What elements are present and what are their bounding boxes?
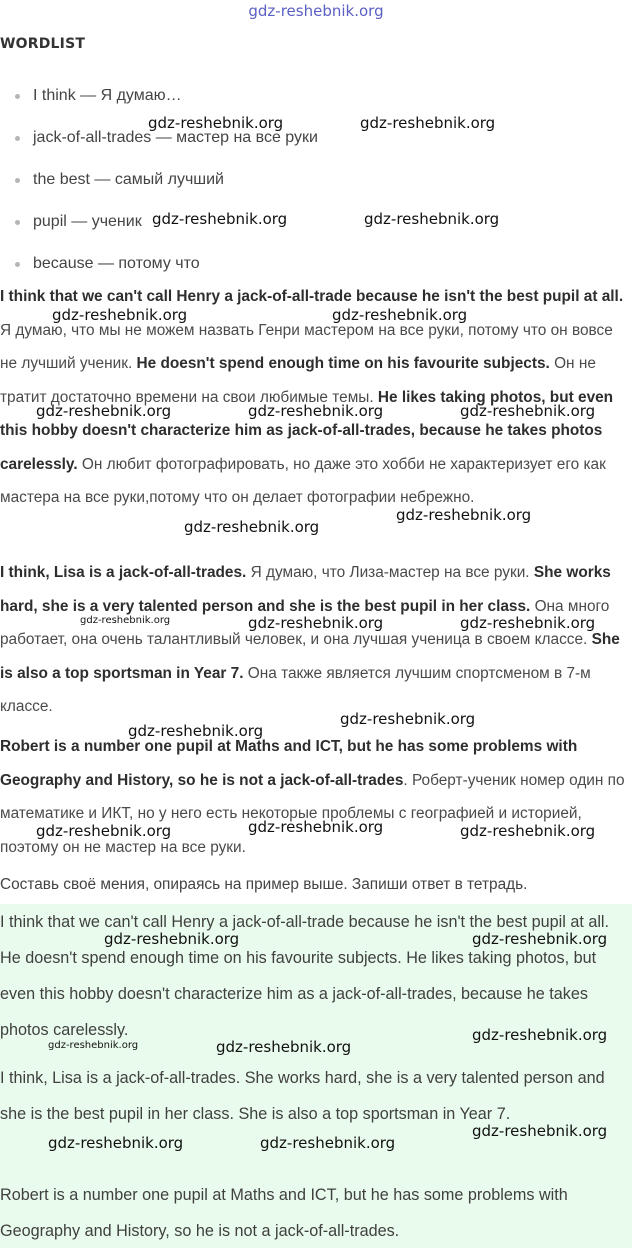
wordlist-item: the best — самый лучший: [0, 162, 318, 204]
watermark: gdz-reshebnik.org: [460, 402, 596, 420]
english-sentence: I think, Lisa is a jack-of-all-trades.: [0, 564, 247, 581]
russian-translation: Я думаю, что Лиза-мастер на все руки.: [246, 564, 534, 581]
watermark: gdz-reshebnik.org: [48, 1040, 139, 1051]
russian-translation: Я думаю, что мы не можем назвать Генри мастером на все руки, потому что он вовсе не лучший ученик.: [0, 321, 613, 372]
watermark: gdz-reshebnik.org: [248, 614, 384, 632]
wordlist-title: WORDLIST: [0, 36, 86, 52]
answer-lisa: I think, Lisa is a jack-of-all-trades. She works hard, she is a very talented person and she is the best pupil in her class. She is also a top sportsman in Year 7.: [0, 1069, 605, 1123]
watermark: gdz-reshebnik.org: [364, 210, 500, 228]
english-sentence: He doesn't spend enough time on his favourite subjects.: [136, 355, 550, 372]
english-sentence: She is also a top sportsman in Year 7.: [0, 631, 620, 682]
watermark: gdz-reshebnik.org: [340, 710, 476, 728]
english-sentence: She works hard, she is a very talented person and she is the best pupil in her class.: [0, 564, 611, 615]
russian-translation: Она также является лучшим спортсменом в 7-м классе.: [0, 664, 591, 715]
bullet-icon: [15, 178, 20, 183]
watermark: gdz-reshebnik.org: [396, 506, 532, 524]
wordlist-item: I think — Я думаю…: [0, 78, 318, 120]
example-paragraph-robert: [0, 730, 632, 864]
watermark: gdz-reshebnik.org: [36, 402, 172, 420]
watermark: gdz-reshebnik.org: [184, 518, 320, 536]
watermark: gdz-reshebnik.org: [148, 114, 284, 132]
watermark: gdz-reshebnik.org: [128, 722, 264, 740]
watermark: gdz-reshebnik.org: [332, 306, 468, 324]
watermark: gdz-reshebnik.org: [460, 822, 596, 840]
watermark: gdz-reshebnik.org: [360, 114, 496, 132]
watermark: gdz-reshebnik.org: [36, 822, 172, 840]
english-sentence: He likes taking photos, but even this hobby doesn't characterize him as jack-of-all-trades, because he takes photos carelessly.: [0, 388, 614, 473]
russian-translation: Она много работает, она очень талантливый человек, и она лучшая ученица в своем классе.: [0, 597, 610, 648]
watermark: gdz-reshebnik.org: [460, 614, 596, 632]
wordlist-item: pupil — ученик: [0, 204, 318, 246]
watermark: gdz-reshebnik.org: [248, 402, 384, 420]
russian-translation: Он не тратит достаточно времени на свои любимые темы.: [0, 355, 596, 406]
answer-henry: I think that we can't call Henry a jack-of-all-trade because he isn't the best pupil at all. He doesn't spend enough time on his favourite subjects. He likes taking photos, but even this hobby doesn't characterize him as a jack-of-all-trades, because he takes photos carelessly.: [0, 913, 610, 1039]
watermark: gdz-reshebnik.org: [104, 930, 240, 948]
watermark: gdz-reshebnik.org: [80, 615, 171, 626]
bullet-icon: [15, 220, 20, 225]
wordlist-item: because — потому что: [0, 246, 318, 288]
task-instruction: Составь своё мения, опираясь на пример выше. Запиши ответ в тетрадь.: [0, 876, 528, 893]
example-paragraph-lisa: [0, 556, 632, 724]
russian-translation: . Роберт-ученик номер один по математике и ИКТ, но у него есть некоторые проблемы с географией и историей, поэтому он не мастер на все руки.: [0, 771, 625, 856]
watermark: gdz-reshebnik.org: [472, 930, 608, 948]
bullet-icon: [15, 136, 20, 141]
watermark: gdz-reshebnik.org: [260, 1134, 396, 1152]
watermark: gdz-reshebnik.org: [52, 306, 188, 324]
watermark: gdz-reshebnik.org: [216, 1038, 352, 1056]
english-sentence: I think that we can't call Henry a jack-of-all-trade because he isn't the best pupil at all.: [0, 288, 624, 305]
russian-translation: Он любит фотографировать, но даже это хобби не характеризует его как мастера на все руки,потому что он делает фотографии небрежно.: [0, 455, 606, 506]
wordlist-item: jack-of-all-trades — мастер на все руки: [0, 120, 318, 162]
bullet-icon: [15, 94, 20, 99]
answer-robert: Robert is a number one pupil at Maths and ICT, but he has some problems with Geography and History, so he is not a jack-of-all-trades.: [0, 1186, 568, 1240]
watermark: gdz-reshebnik.org: [248, 818, 384, 836]
watermark: gdz-reshebnik.org: [472, 1026, 608, 1044]
bullet-icon: [15, 262, 20, 267]
english-sentence: Robert is a number one pupil at Maths and ICT, but he has some problems with Geography and History, so he is not a jack-of-all-trades: [0, 738, 578, 789]
watermark: gdz-reshebnik.org: [48, 1134, 184, 1152]
wordlist: [0, 78, 318, 288]
site-header-link[interactable]: gdz-reshebnik.org: [248, 2, 384, 20]
watermark: gdz-reshebnik.org: [152, 210, 288, 228]
watermark: gdz-reshebnik.org: [472, 1122, 608, 1140]
